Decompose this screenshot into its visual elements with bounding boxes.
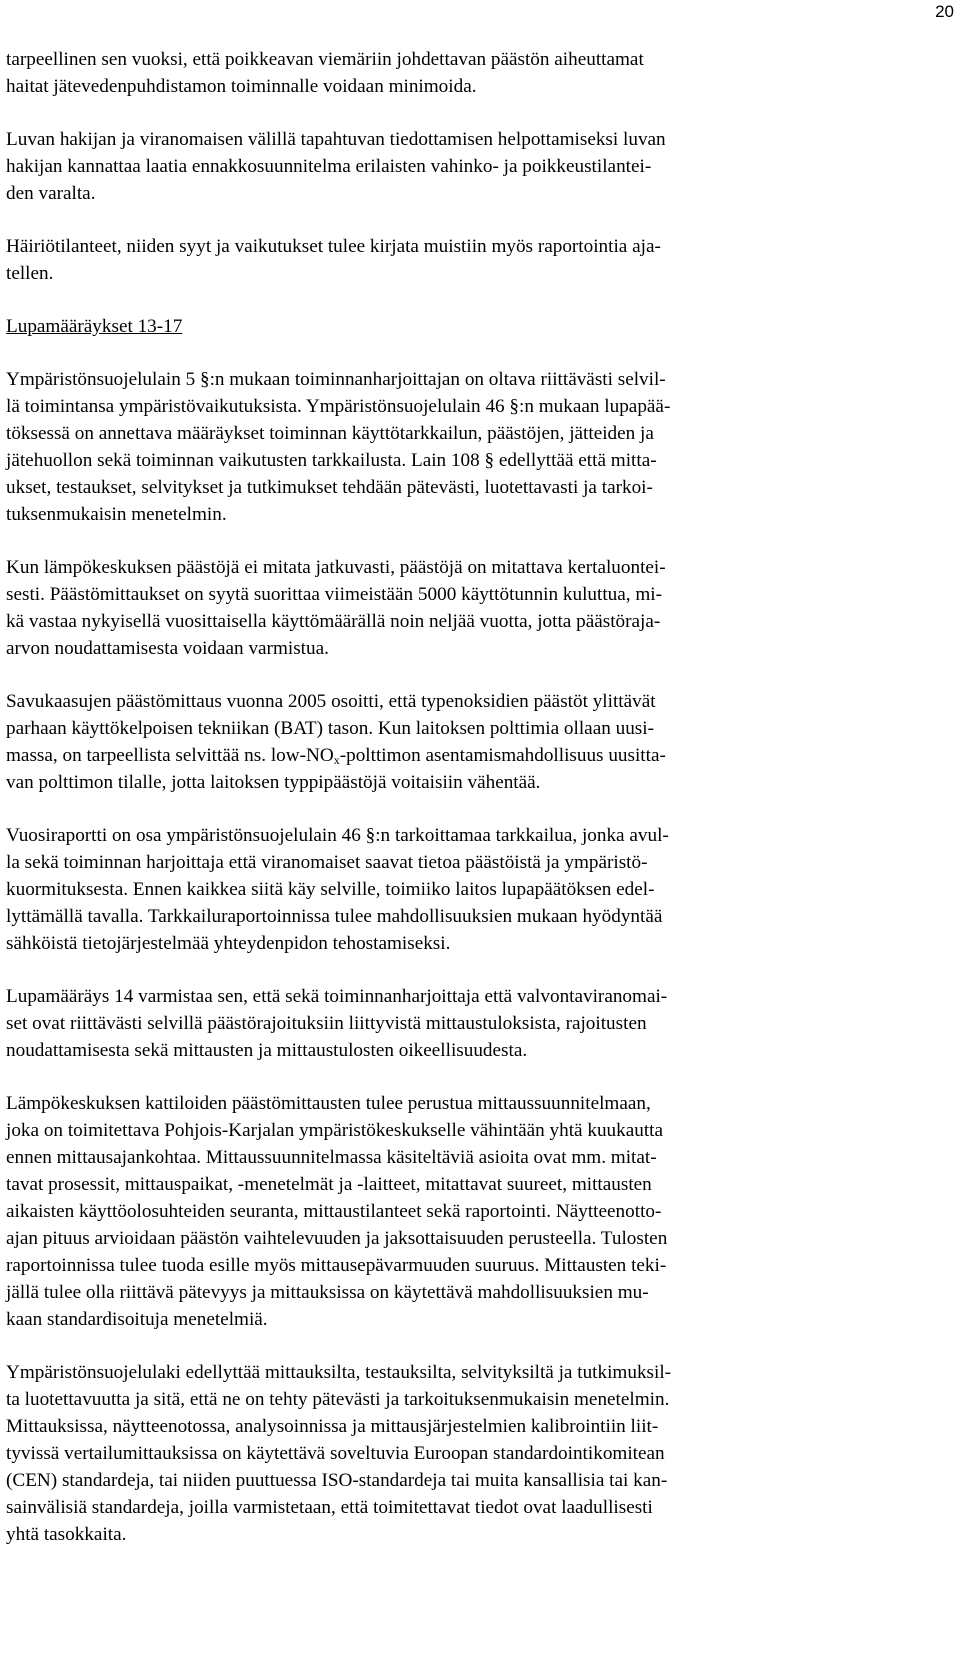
text-line: van polttimon tilalle, jotta laitoksen typpipäästöjä voitaisiin vähentää. bbox=[6, 772, 541, 793]
text-line: aikaisten käyttöolosuhteiden seuranta, mittaustilanteet sekä raportointi. Näytteenotto- bbox=[6, 1201, 662, 1222]
text-line: ennen mittausajankohtaa. Mittaussuunnitelmassa käsiteltäviä asioita ovat mm. mitat- bbox=[6, 1147, 657, 1168]
text-line: Lämpökeskuksen kattiloiden päästömittausten tulee perustua mittaussuunnitelmaan, bbox=[6, 1093, 651, 1114]
text-line: (CEN) standardeja, tai niiden puuttuessa ISO-standardeja tai muita kansallisia tai kan- bbox=[6, 1470, 668, 1491]
text-line: haitat jätevedenpuhdistamon toiminnalle voidaan minimoida. bbox=[6, 76, 477, 97]
text-line: sainvälisiä standardeja, joilla varmistetaan, että toimitettavat tiedot ovat laadullisesti bbox=[6, 1497, 653, 1518]
paragraph-2 bbox=[6, 126, 910, 207]
text-line: Mittauksissa, näytteenotossa, analysoinnissa ja mittausjärjestelmien kalibrointiin liit- bbox=[6, 1416, 659, 1437]
text-line: noudattamisesta sekä mittausten ja mittaustulosten oikeellisuudesta. bbox=[6, 1040, 528, 1061]
text-line: yhtä tasokkaita. bbox=[6, 1524, 127, 1545]
paragraph-11 bbox=[6, 1359, 910, 1548]
text-line-nox bbox=[6, 742, 910, 769]
text-line: arvon noudattamisesta voidaan varmistua. bbox=[6, 638, 329, 659]
text-line: hakijan kannattaa laatia ennakkosuunnitelma erilaisten vahinko- ja poikkeustilantei- bbox=[6, 156, 652, 177]
text-line: tuksenmukaisin menetelmin. bbox=[6, 504, 227, 525]
text-line: Ympäristönsuojelulain 5 §:n mukaan toiminnanharjoittajan on oltava riittävästi selvil- bbox=[6, 369, 666, 390]
text-line: töksessä on annettava määräykset toiminnan käyttötarkkailun, päästöjen, jätteiden ja bbox=[6, 423, 654, 444]
text-line: jätehuollon sekä toiminnan vaikutusten tarkkailusta. Lain 108 § edellyttää että mitta- bbox=[6, 450, 657, 471]
paragraph-8 bbox=[6, 822, 910, 957]
text-line: tarpeellinen sen vuoksi, että poikkeavan viemäriin johdettavan päästön aiheuttamat bbox=[6, 49, 644, 70]
text-line: lyttämällä tavalla. Tarkkailuraportoinnissa tulee mahdollisuuksien mukaan hyödyntää bbox=[6, 906, 663, 927]
text-line: raportoinnissa tulee tuoda esille myös mittausepävarmuuden suuruus. Mittausten teki- bbox=[6, 1255, 667, 1276]
text-line: parhaan käyttökelpoisen tekniikan (BAT) tason. Kun laitoksen polttimia ollaan uusi- bbox=[6, 718, 654, 739]
text-line: Vuosiraportti on osa ympäristönsuojelulain 46 §:n tarkoittamaa tarkkailua, jonka avul- bbox=[6, 825, 669, 846]
section-heading-text: Lupamääräykset 13-17 bbox=[6, 316, 183, 337]
text-line: ta luotettavuutta ja sitä, että ne on tehty pätevästi ja tarkoituksenmukaisin menetelmin. bbox=[6, 1389, 670, 1410]
text-line: sesti. Päästömittaukset on syytä suorittaa viimeistään 5000 käyttötunnin kuluttua, mi- bbox=[6, 584, 663, 605]
text-line: kuormituksesta. Ennen kaikkea siitä käy selville, toimiiko laitos lupapäätöksen edel- bbox=[6, 879, 655, 900]
paragraph-3 bbox=[6, 233, 910, 287]
text-line: tyvissä vertailumittauksissa on käytettävä soveltuvia Euroopan standardointikomitean bbox=[6, 1443, 665, 1464]
text-line: Ympäristönsuojelulaki edellyttää mittauksilta, testauksilta, selvityksiltä ja tutkimuksil- bbox=[6, 1362, 672, 1383]
text-line: la sekä toiminnan harjoittaja että viranomaiset saavat tietoa päästöistä ja ympäristö- bbox=[6, 852, 648, 873]
paragraph-5 bbox=[6, 366, 910, 528]
paragraph-10 bbox=[6, 1090, 910, 1333]
text-line: sähköistä tietojärjestelmää yhteydenpidon tehostamiseksi. bbox=[6, 933, 451, 954]
paragraph-6 bbox=[6, 554, 910, 662]
page-number: 20 bbox=[935, 2, 954, 21]
nox-subscript: x bbox=[333, 753, 340, 767]
text-line: Savukaasujen päästömittaus vuonna 2005 osoitti, että typenoksidien päästöt ylittävät bbox=[6, 691, 656, 712]
document-body bbox=[6, 46, 910, 1548]
text-line: lä toimintansa ympäristövaikutuksista. Ympäristönsuojelulain 46 §:n mukaan lupapää- bbox=[6, 396, 671, 417]
text-line: Luvan hakijan ja viranomaisen välillä tapahtuvan tiedottamisen helpottamiseksi luvan bbox=[6, 129, 666, 150]
paragraph-9 bbox=[6, 983, 910, 1064]
text-line: Kun lämpökeskuksen päästöjä ei mitata jatkuvasti, päästöjä on mitattava kertaluontei- bbox=[6, 557, 666, 578]
text-line: joka on toimitettava Pohjois-Karjalan ympäristökeskukselle vähintään yhtä kuukautta bbox=[6, 1120, 664, 1141]
paragraph-7 bbox=[6, 688, 910, 796]
text-line: tavat prosessit, mittauspaikat, -menetelmät ja -laitteet, mitattavat suureet, mittausten bbox=[6, 1174, 652, 1195]
text-line: ajan pituus arvioidaan päästön vaihtelevuuden ja jaksottaisuuden perusteella. Tulosten bbox=[6, 1228, 668, 1249]
nox-suffix: -polttimon asentamismahdollisuus uusitta- bbox=[339, 745, 666, 766]
text-line: ukset, testaukset, selvitykset ja tutkimukset tehdään pätevästi, luotettavasti ja tarkoi- bbox=[6, 477, 653, 498]
text-line: jällä tulee olla riittävä pätevyys ja mittauksissa on käytettävä mahdollisuuksien mu- bbox=[6, 1282, 649, 1303]
text-line: kaan standardisoituja menetelmiä. bbox=[6, 1309, 268, 1330]
text-line: tellen. bbox=[6, 263, 54, 284]
text-line: set ovat riittävästi selvillä päästörajoituksiin liittyvistä mittaustuloksista, rajoitusten bbox=[6, 1013, 647, 1034]
text-line: Lupamääräys 14 varmistaa sen, että sekä toiminnanharjoittaja että valvontaviranomai- bbox=[6, 986, 668, 1007]
text-line: Häiriötilanteet, niiden syyt ja vaikutukset tulee kirjata muistiin myös raportointia aja- bbox=[6, 236, 661, 257]
paragraph-1 bbox=[6, 46, 910, 100]
nox-prefix: massa, on tarpeellista selvittää ns. low-NO bbox=[6, 745, 334, 766]
text-line: kä vastaa nykyisellä vuosittaisella käyttömäärällä noin neljää vuotta, jotta päästöraja- bbox=[6, 611, 661, 632]
text-line: den varalta. bbox=[6, 183, 96, 204]
section-heading bbox=[6, 313, 910, 340]
